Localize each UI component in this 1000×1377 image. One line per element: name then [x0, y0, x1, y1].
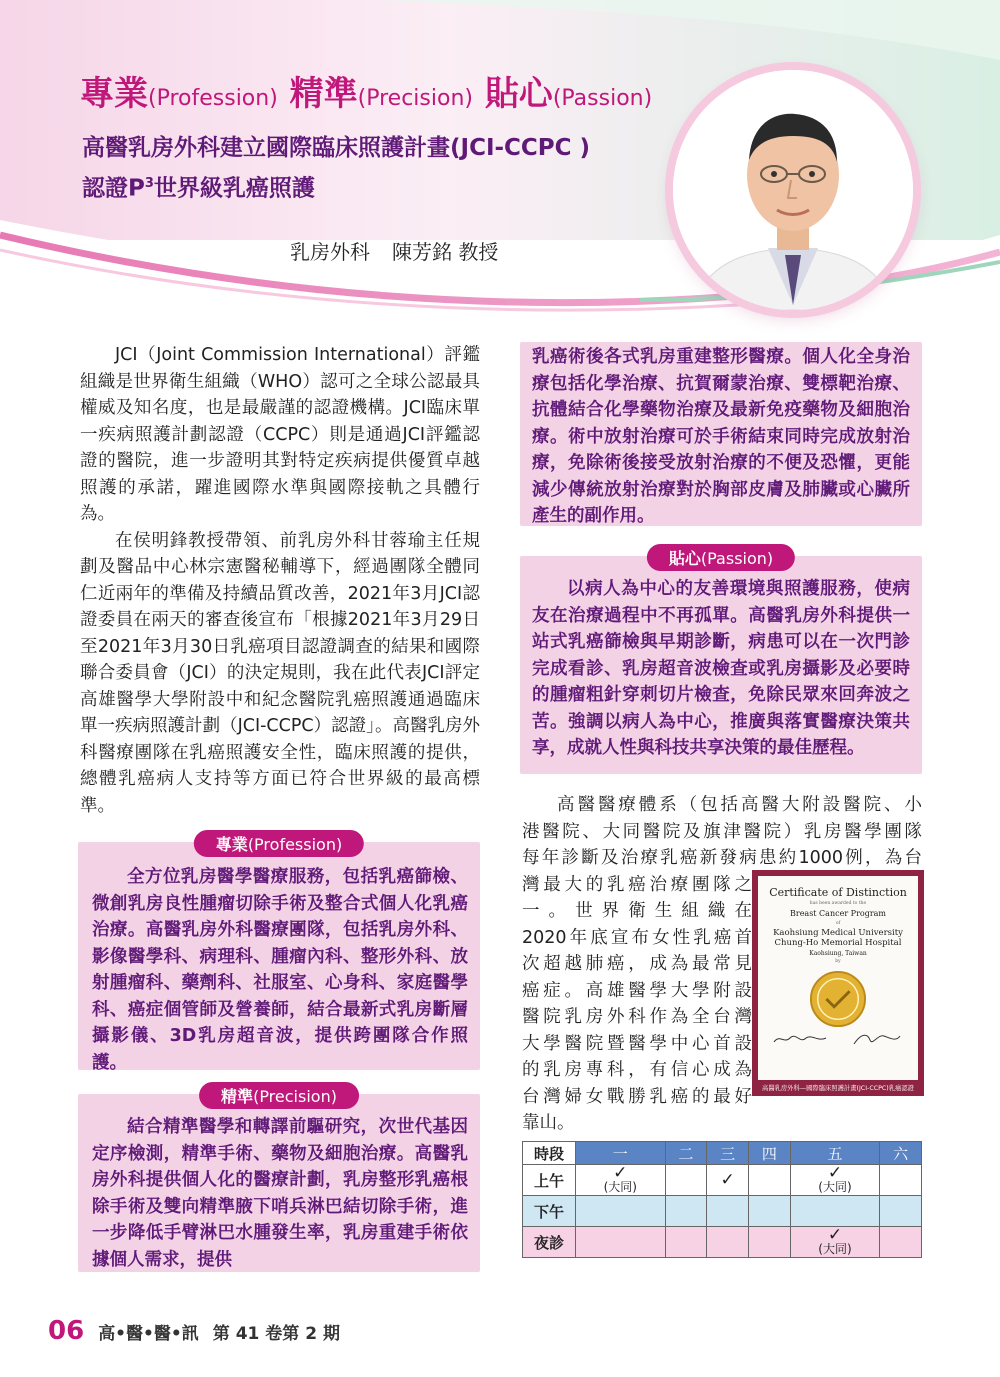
precision-continued-box	[520, 342, 922, 526]
check-icon: ✓	[827, 1225, 843, 1245]
article-subtitle	[82, 130, 590, 207]
profession-text: 全方位乳房醫學醫療服務，包括乳癌篩檢、微創乳房良性腫瘤切除手術及整合式個人化乳癌治療。高醫乳房外科醫療團隊，包括乳房外科、影像醫學科、病理科、腫瘤內科、整形外科、放射腫瘤科、藥劑科、社服室、心身科、家庭醫學科、癌症個管師及營養師，結合最新式乳房斷層攝影儀、3D乳房超音波，提供跨團隊合作照護。	[92, 867, 468, 1073]
schedule-cell	[665, 1196, 707, 1227]
schedule-row-label: 下午	[523, 1196, 576, 1227]
title-precision-en: (Precision)	[357, 86, 473, 111]
closing-line: 一。世界衛生組織在	[522, 901, 752, 921]
schedule-day: 一	[576, 1142, 666, 1165]
certificate-title: Certificate of Distinction	[769, 886, 907, 899]
article-title	[80, 72, 652, 121]
schedule-cell	[748, 1196, 790, 1227]
schedule-cell	[790, 1165, 880, 1196]
closing-line: 醫院乳房外科作為全台灣	[522, 1007, 752, 1027]
title-profession: 專業	[80, 74, 148, 114]
check-icon: ✓	[827, 1163, 843, 1183]
schedule-cell	[748, 1227, 790, 1258]
author-department: 乳房外科	[290, 240, 370, 264]
schedule-cell	[707, 1165, 749, 1196]
profession-box	[78, 835, 480, 1073]
closing-line: 灣最大的乳癌治療團隊之	[522, 874, 752, 895]
intro-paragraph-1: JCI（Joint Commission International）評鑑組織是世界衛生組織（WHO）認可之全球公認最具權威及知名度，也是最嚴謹的認證機構。JCI臨床單一疾病照護計劃認證（CCPC）則是通過JCI評鑑認證的醫院，進一步證明其對特定疾病提供優質卓越照護的承諾，躍進國際水準與國際接軌之具體行為。	[80, 345, 480, 524]
author-byline	[290, 236, 498, 265]
schedule-cell	[748, 1165, 790, 1196]
schedule-cell	[880, 1196, 922, 1227]
closing-line: 港醫院、大同醫院及旗津醫院）乳房醫學團隊	[522, 821, 922, 842]
closing-line: 次超越肺癌，成為最常見	[522, 954, 752, 974]
schedule-cell	[665, 1165, 707, 1196]
author-portrait	[673, 70, 913, 310]
schedule-day: 五	[790, 1142, 880, 1165]
schedule-cell	[576, 1227, 666, 1258]
publication-name: 高•醫•醫•訊	[98, 1324, 199, 1344]
schedule-cell	[790, 1227, 880, 1258]
intro-text	[80, 342, 480, 819]
precision-heading: 精準(Precision)	[199, 1082, 359, 1109]
closing-line: 的乳房專科，有信心成為	[522, 1060, 752, 1080]
title-precision: 精準	[289, 74, 358, 114]
subtitle-line-1: 高醫乳房外科建立國際臨床照護計畫(JCI-CCPC )	[82, 135, 591, 161]
gold-seal-icon	[809, 970, 867, 1028]
intro-paragraph-2: 在侯明鋒教授帶領、前乳房外科甘蓉瑜主任規劃及醫品中心林宗憲醫秘輔導下，經過團隊全體同仁近兩年的準備及持續品質改善，2021年3月JCI認證委員在兩天的審查後宣布「根據2021年3月29日至2021年3月30日乳癌項目認證調查的結果和國際聯合委員會（JCI）的決定規則，我在此代表JCI評定高雄醫學大學附設中和紀念醫院乳癌照護通過臨床單一疾病照護計劃（JCI-CCPC）認證」。高醫乳房外科醫療團隊在乳癌照護安全性，臨床照護的提供，總體乳癌病人支持等方面已符合世界級的最高標準。	[80, 530, 480, 816]
title-passion-en: (Passion)	[552, 86, 653, 111]
certificate-org-line-1: Kaohsiung Medical University	[773, 928, 903, 938]
schedule-day: 三	[707, 1142, 749, 1165]
certificate-awarded: has been awarded to the	[809, 901, 867, 906]
closing-line: 台灣婦女戰勝乳癌的最好	[522, 1086, 752, 1107]
check-icon: ✓	[613, 1163, 628, 1183]
certificate-by: by	[835, 959, 841, 964]
profession-heading: 專業(Profession)	[194, 830, 364, 857]
check-icon: ✓	[720, 1170, 735, 1190]
schedule-day: 四	[748, 1142, 790, 1165]
schedule-row-afternoon	[523, 1196, 922, 1227]
author-name: 陳芳銘 教授	[392, 240, 499, 264]
title-passion: 貼心	[484, 74, 553, 114]
issue-number: 第 41 卷第 2 期	[212, 1324, 340, 1344]
signature-left-icon	[772, 1032, 828, 1046]
page-number: 06	[48, 1316, 85, 1346]
schedule-row-evening	[523, 1227, 922, 1258]
schedule-cell	[576, 1196, 666, 1227]
schedule-day: 六	[880, 1142, 922, 1165]
closing-line: 每年診斷及治療乳癌新發病患約1000例，為台	[522, 848, 922, 868]
precision-continued-text: 乳癌術後各式乳房重建整形醫療。個人化全身治療包括化學治療、抗賀爾蒙治療、雙標靶治療、抗體結合化學藥物治療及最新免疫藥物及細胞治療。術中放射治療可於手術結束同時完成放射治療，免除術後接受放射治療的不便及恐懼，更能減少傳統放射治療對於胸部皮膚及肺臟或心臟所產生的副作用。	[532, 347, 910, 526]
clinic-schedule-table	[522, 1141, 922, 1258]
signature-row	[762, 1032, 914, 1046]
certificate-program: Breast Cancer Program	[789, 909, 887, 918]
clinic-location: (大同)	[818, 1242, 852, 1256]
passion-text: 以病人為中心的友善環境與照護服務，使病友在治療過程中不再孤單。高醫乳房外科提供一站式乳癌篩檢與早期診斷，病患可以在一次門診完成看診、乳房超音波檢查或乳房攝影及必要時的腫瘤粗針穿刺切片檢查，免除民眾來回奔波之苦。強調以病人為中心，推廣與落實醫療決策共享，成就人性與科技共享決策的最佳歷程。	[532, 579, 910, 758]
schedule-cell	[790, 1196, 880, 1227]
schedule-cell	[707, 1196, 749, 1227]
schedule-cell	[880, 1165, 922, 1196]
schedule-header-row	[523, 1142, 922, 1165]
schedule-row-label: 夜診	[523, 1227, 576, 1258]
certificate-location: Kaohsiung, Taiwan	[809, 950, 867, 957]
precision-text: 結合精準醫學和轉譯前驅研究，次世代基因定序檢測，精準手術、藥物及細胞治療。高醫乳房外科提供個人化的醫療計劃，乳房整形乳癌根除手術及雙向精準腋下哨兵淋巴結切除手術，進一步降低手臂淋巴水腫發生率，乳房重建手術依據個人需求，提供	[92, 1117, 468, 1270]
clinic-location: (大同)	[603, 1180, 637, 1194]
passion-heading: 貼心(Passion)	[647, 544, 795, 571]
schedule-corner: 時段	[523, 1142, 576, 1165]
schedule-cell	[576, 1165, 666, 1196]
schedule-day: 二	[665, 1142, 707, 1165]
certificate-org-line-2: Chung-Ho Memorial Hospital	[774, 938, 902, 948]
clinic-location: (大同)	[818, 1180, 852, 1194]
subtitle-line-2: 認證$P^3$世界級乳癌照護	[82, 175, 315, 202]
certificate-image	[752, 870, 924, 1096]
title-profession-en: (Profession)	[148, 86, 278, 111]
page-footer	[48, 1316, 340, 1346]
schedule-row-label: 上午	[523, 1165, 576, 1196]
certificate-caption: 高醫乳房外科—國際臨床照護計畫(JCI-CCPC)乳癌認證	[762, 1085, 914, 1092]
schedule-cell	[707, 1227, 749, 1258]
closing-line: 大學醫院暨醫學中心首設	[522, 1033, 752, 1054]
precision-box	[78, 1087, 480, 1272]
passion-box	[520, 549, 922, 774]
schedule-row-morning	[523, 1165, 922, 1196]
schedule-cell	[665, 1227, 707, 1258]
closing-line: 靠山。	[522, 1113, 575, 1133]
closing-line: 高醫醫療體系（包括高醫大附設醫院、小	[557, 795, 922, 815]
portrait-illustration	[673, 70, 913, 310]
signature-right-icon	[848, 1032, 904, 1046]
certificate-of: of	[835, 921, 841, 926]
certificate-document	[758, 876, 918, 1080]
closing-line: 癌症。高雄醫學大學附設	[522, 980, 752, 1001]
closing-line: 2020年底宣布女性乳癌首	[522, 927, 752, 948]
schedule-cell	[880, 1227, 922, 1258]
